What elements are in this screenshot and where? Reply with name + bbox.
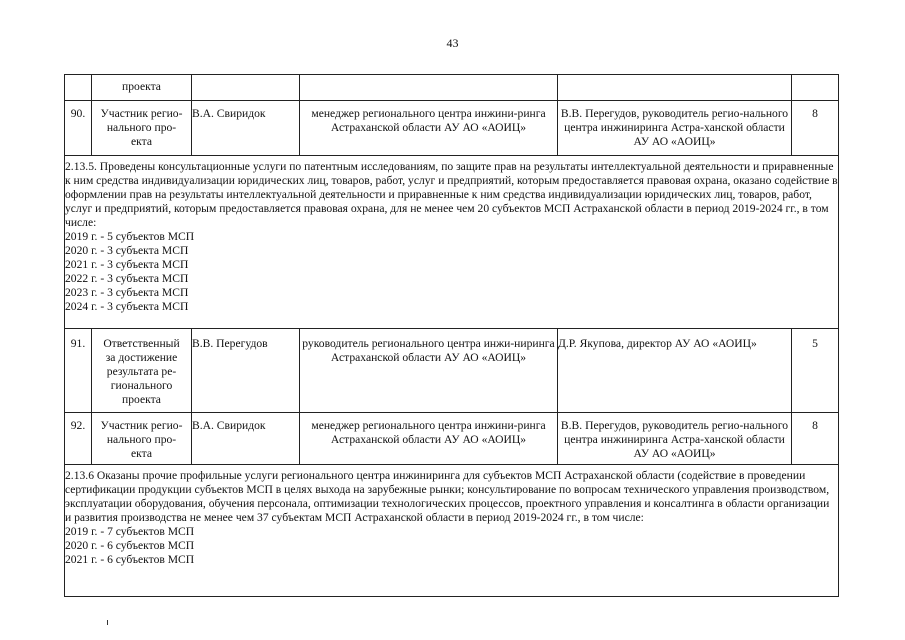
year-line: 2024 г. - 3 субъекта МСП <box>65 300 189 313</box>
role-cell: Участник регио-нального про-екта <box>92 413 192 465</box>
role-cell: проекта <box>92 75 192 101</box>
row-number: 91. <box>65 329 92 413</box>
name-cell <box>192 75 300 101</box>
year-line: 2020 г. - 3 субъекта МСП <box>65 244 189 257</box>
year-line: 2023 г. - 3 субъекта МСП <box>65 286 189 299</box>
row-number <box>65 75 92 101</box>
position-cell: руководитель регионального центра инжи-ниринга Астраханской области АУ АО «АОИЦ» <box>300 329 558 413</box>
score-cell: 8 <box>792 101 839 156</box>
table-row <box>65 101 839 156</box>
table-row <box>65 329 839 413</box>
year-line: 2021 г. - 3 субъекта МСП <box>65 258 189 271</box>
row-number: 90. <box>65 101 92 156</box>
control-cell: В.В. Перегудов, руководитель регио-нального центра инжиниринга Астра-ханской области АУ АО «АОИЦ» <box>558 101 792 156</box>
page-number: 43 <box>446 36 459 50</box>
row-number: 92. <box>65 413 92 465</box>
year-line: 2019 г. - 5 субъектов МСП <box>65 230 195 243</box>
control-cell: Д.Р. Якупова, директор АУ АО «АОИЦ» <box>558 329 792 413</box>
section-text: 2.13.5. Проведены консультационные услуги по патентным исследованиям, по защите прав на результаты интеллектуальной деятельности и приравненные к ним средства индивидуализации юридических лиц, товаров, работ, услуг и предприятий, которым предоставляется правовая охрана, оказано содействие в оформлении прав на результаты интеллектуальной деятельности и приравненные к ним средства индивидуализации юридических лиц, товаров, работ, услуг и предприятий, которым предоставляется правовая охрана, для не менее чем 20 субъектов МСП Астраханской области в период 2019-2024 гг., в том числе: <box>65 160 838 229</box>
year-line: 2021 г. - 6 субъектов МСП <box>65 553 195 566</box>
name-cell: В.А. Свиридок <box>192 101 300 156</box>
position-cell: менеджер регионального центра инжини-ринга Астраханской области АУ АО «АОИЦ» <box>300 413 558 465</box>
role-cell: Участник регио-нального про-екта <box>92 101 192 156</box>
year-line: 2019 г. - 7 субъектов МСП <box>65 525 195 538</box>
role-cell: Ответственный за достижение результата ре-гионального проекта <box>92 329 192 413</box>
section-2-13-6 <box>65 465 839 597</box>
score-cell: 5 <box>792 329 839 413</box>
document-table <box>64 74 839 597</box>
section-row <box>65 156 839 329</box>
section-2-13-5 <box>65 156 839 329</box>
section-row <box>65 465 839 597</box>
position-cell: менеджер регионального центра инжини-ринга Астраханской области АУ АО «АОИЦ» <box>300 101 558 156</box>
control-cell <box>558 75 792 101</box>
scan-mark <box>106 620 109 626</box>
control-cell: В.В. Перегудов, руководитель регио-нального центра инжиниринга Астра-ханской области АУ АО «АОИЦ» <box>558 413 792 465</box>
table-row <box>65 75 839 101</box>
year-line: 2022 г. - 3 субъекта МСП <box>65 272 189 285</box>
name-cell: В.В. Перегудов <box>192 329 300 413</box>
position-cell <box>300 75 558 101</box>
year-line: 2020 г. - 6 субъектов МСП <box>65 539 195 552</box>
score-cell <box>792 75 839 101</box>
section-text: 2.13.6 Оказаны прочие профильные услуги регионального центра инжиниринга для субъектов МСП Астраханской области (содействие в проведении сертификации продукции субъектов МСП в целях выхода на зарубежные рынки; консультирование по вопросам технического управления производством, эксплуатации оборудования, обучения персонала, оптимизации технологических процессов, проектного управления и консалтинга в области организации и развития производства не менее чем 37 субъектам МСП Астраханской области в период 2019-2024 гг., в том числе: <box>65 469 830 524</box>
table-row <box>65 413 839 465</box>
score-cell: 8 <box>792 413 839 465</box>
name-cell: В.А. Свиридок <box>192 413 300 465</box>
